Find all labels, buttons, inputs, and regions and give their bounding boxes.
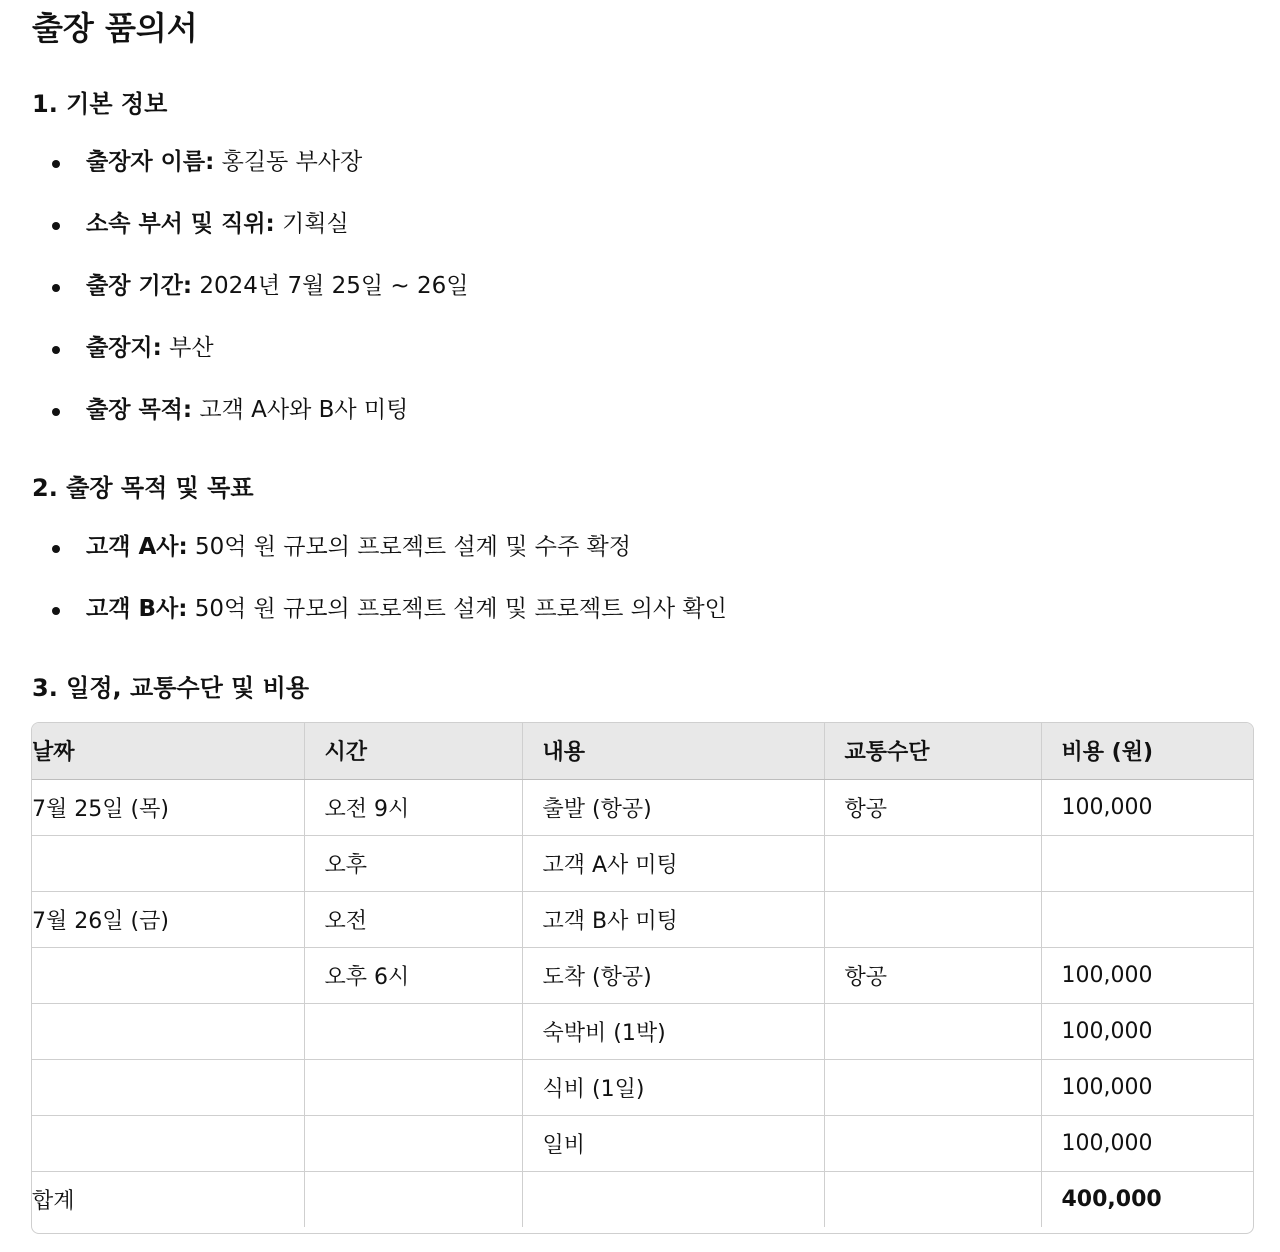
cell-time: 오전 [304, 891, 522, 947]
cell-cost: 100,000 [1041, 1059, 1253, 1115]
item-value: 기획실 [274, 211, 349, 237]
item-label: 출장 목적: [86, 397, 193, 423]
table-row [32, 891, 1253, 947]
cell-time [304, 1003, 522, 1059]
cell-time: 오후 [304, 835, 522, 891]
item-label: 출장 기간: [86, 273, 193, 299]
section-heading-basic-info: 1. 기본 정보 [32, 90, 168, 118]
cell-date [32, 835, 304, 891]
cell-content: 고객 B사 미팅 [522, 891, 824, 947]
cell-cost: 100,000 [1041, 947, 1253, 1003]
cell-cost: 100,000 [1041, 779, 1253, 835]
table-header-row [32, 723, 1253, 779]
item-value: 2024년 7월 25일 ~ 26일 [192, 273, 469, 299]
cell-content [522, 1171, 824, 1227]
header-cost: 비용 (원) [1041, 723, 1253, 779]
item-value: 50억 원 규모의 프로젝트 설계 및 프로젝트 의사 확인 [187, 596, 727, 622]
cell-transport [824, 1115, 1041, 1171]
basic-info-list [0, 146, 468, 456]
cell-cost: 100,000 [1041, 1003, 1253, 1059]
table-row [32, 947, 1253, 1003]
item-label: 출장지: [86, 335, 162, 361]
cell-cost [1041, 891, 1253, 947]
item-value: 고객 A사와 B사 미팅 [192, 397, 409, 423]
cell-transport [824, 1059, 1041, 1115]
cell-date: 7월 25일 (목) [32, 779, 304, 835]
section-heading-schedule: 3. 일정, 교통수단 및 비용 [32, 674, 310, 702]
list-item [0, 208, 468, 270]
cell-content: 출발 (항공) [522, 779, 824, 835]
cell-transport: 항공 [824, 947, 1041, 1003]
item-value: 홍길동 부사장 [214, 149, 363, 175]
cell-date [32, 1003, 304, 1059]
table-row [32, 1003, 1253, 1059]
cell-content: 고객 A사 미팅 [522, 835, 824, 891]
header-date: 날짜 [32, 723, 304, 779]
cell-transport [824, 1003, 1041, 1059]
cell-total-label: 합계 [32, 1171, 304, 1227]
cell-time [304, 1059, 522, 1115]
cell-date [32, 947, 304, 1003]
list-item [0, 394, 468, 456]
list-item [0, 270, 468, 332]
cell-time: 오전 9시 [304, 779, 522, 835]
table-row [32, 835, 1253, 891]
list-item [0, 332, 468, 394]
cell-time [304, 1115, 522, 1171]
item-label: 출장자 이름: [86, 149, 215, 175]
cell-cost [1041, 835, 1253, 891]
cell-date [32, 1115, 304, 1171]
table-row [32, 1115, 1253, 1171]
cell-date [32, 1059, 304, 1115]
cell-time: 오후 6시 [304, 947, 522, 1003]
item-label: 고객 A사: [86, 534, 188, 560]
cell-content: 숙박비 (1박) [522, 1003, 824, 1059]
cell-transport [824, 1171, 1041, 1227]
item-label: 소속 부서 및 직위: [86, 211, 275, 237]
cell-cost: 100,000 [1041, 1115, 1253, 1171]
list-item [0, 146, 468, 208]
cell-transport [824, 835, 1041, 891]
list-item [0, 531, 727, 593]
goals-list [0, 531, 727, 655]
header-time: 시간 [304, 723, 522, 779]
table-row [32, 779, 1253, 835]
cell-transport [824, 891, 1041, 947]
cell-content: 도착 (항공) [522, 947, 824, 1003]
cell-transport: 항공 [824, 779, 1041, 835]
list-item [0, 593, 727, 655]
item-value: 부산 [161, 335, 214, 361]
cell-time [304, 1171, 522, 1227]
section-heading-goals: 2. 출장 목적 및 목표 [32, 474, 254, 502]
cell-date: 7월 26일 (금) [32, 891, 304, 947]
item-value: 50억 원 규모의 프로젝트 설계 및 수주 확정 [187, 534, 631, 560]
table-total-row [32, 1171, 1253, 1227]
document-title: 출장 품의서 [32, 9, 198, 47]
schedule-table-container [31, 722, 1254, 1234]
header-content: 내용 [522, 723, 824, 779]
cell-content: 식비 (1일) [522, 1059, 824, 1115]
item-label: 고객 B사: [86, 596, 188, 622]
header-transport: 교통수단 [824, 723, 1041, 779]
table-row [32, 1059, 1253, 1115]
cell-content: 일비 [522, 1115, 824, 1171]
schedule-table [32, 723, 1253, 1227]
cell-total-amount: 400,000 [1061, 1186, 1162, 1212]
